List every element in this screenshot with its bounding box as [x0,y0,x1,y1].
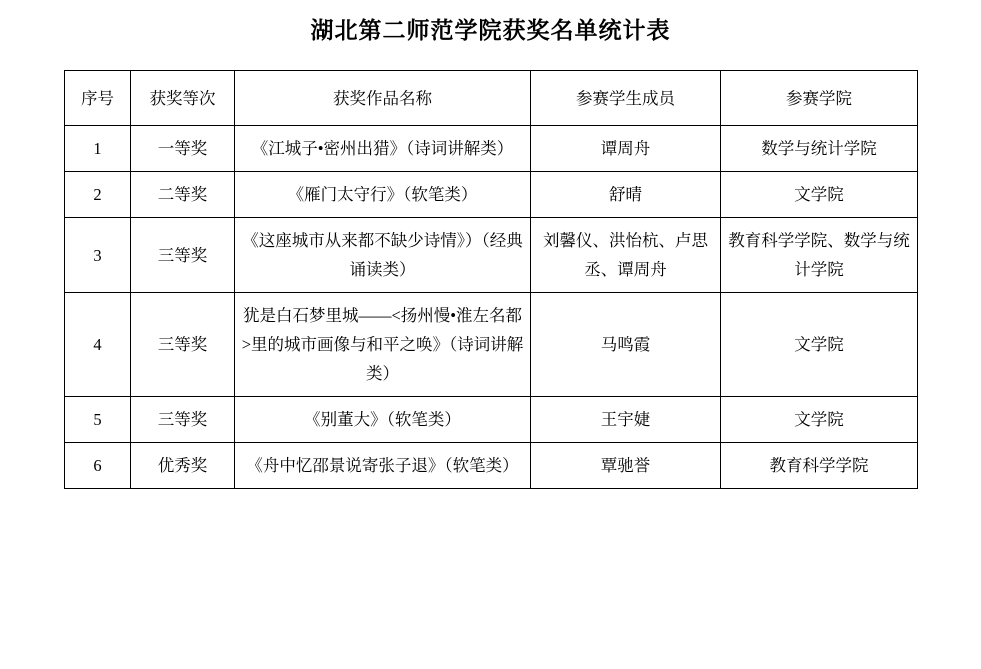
table-header-cell-college: 参赛学院 [721,71,918,126]
cell-students: 马鸣霞 [531,293,721,397]
award-table-container [64,70,917,489]
cell-college: 数学与统计学院 [721,126,918,172]
table-header-row [65,71,918,126]
cell-students: 覃驰誉 [531,443,721,489]
cell-level: 三等奖 [131,218,235,293]
cell-level: 二等奖 [131,172,235,218]
cell-students: 谭周舟 [531,126,721,172]
cell-college: 文学院 [721,172,918,218]
cell-no: 4 [65,293,131,397]
cell-students: 王宇婕 [531,397,721,443]
cell-level: 三等奖 [131,397,235,443]
cell-no: 1 [65,126,131,172]
cell-no: 3 [65,218,131,293]
cell-college: 文学院 [721,397,918,443]
table-header-cell-work: 获奖作品名称 [235,71,531,126]
page-title: 湖北第二师范学院获奖名单统计表 [310,17,671,44]
cell-level: 优秀奖 [131,443,235,489]
cell-level: 三等奖 [131,293,235,397]
cell-students: 刘馨仪、洪怡杭、卢思丞、谭周舟 [531,218,721,293]
cell-no: 2 [65,172,131,218]
table-row [65,293,918,397]
document-page [0,14,981,669]
table-header-cell-level: 获奖等次 [131,71,235,126]
table-row [65,218,918,293]
cell-work: 《江城子•密州出猎》（诗词讲解类） [235,126,531,172]
cell-no: 5 [65,397,131,443]
cell-students: 舒晴 [531,172,721,218]
cell-college: 文学院 [721,293,918,397]
cell-work: 犹是白石梦里城——<扬州慢•淮左名都>里的城市画像与和平之唤》（诗词讲解类） [235,293,531,397]
cell-level: 一等奖 [131,126,235,172]
table-row [65,443,918,489]
cell-work: 《这座城市从来都不缺少诗情》）（经典诵读类） [235,218,531,293]
cell-work: 《别董大》（软笔类） [235,397,531,443]
cell-work: 《舟中忆邵景说寄张子退》（软笔类） [235,443,531,489]
table-row [65,126,918,172]
award-table [64,70,918,489]
table-header-cell-no: 序号 [65,71,131,126]
cell-no: 6 [65,443,131,489]
cell-work: 《雁门太守行》（软笔类） [235,172,531,218]
cell-college: 教育科学学院 [721,443,918,489]
cell-college: 教育科学学院、数学与统计学院 [721,218,918,293]
table-header-cell-students: 参赛学生成员 [531,71,721,126]
table-row [65,172,918,218]
table-row [65,397,918,443]
